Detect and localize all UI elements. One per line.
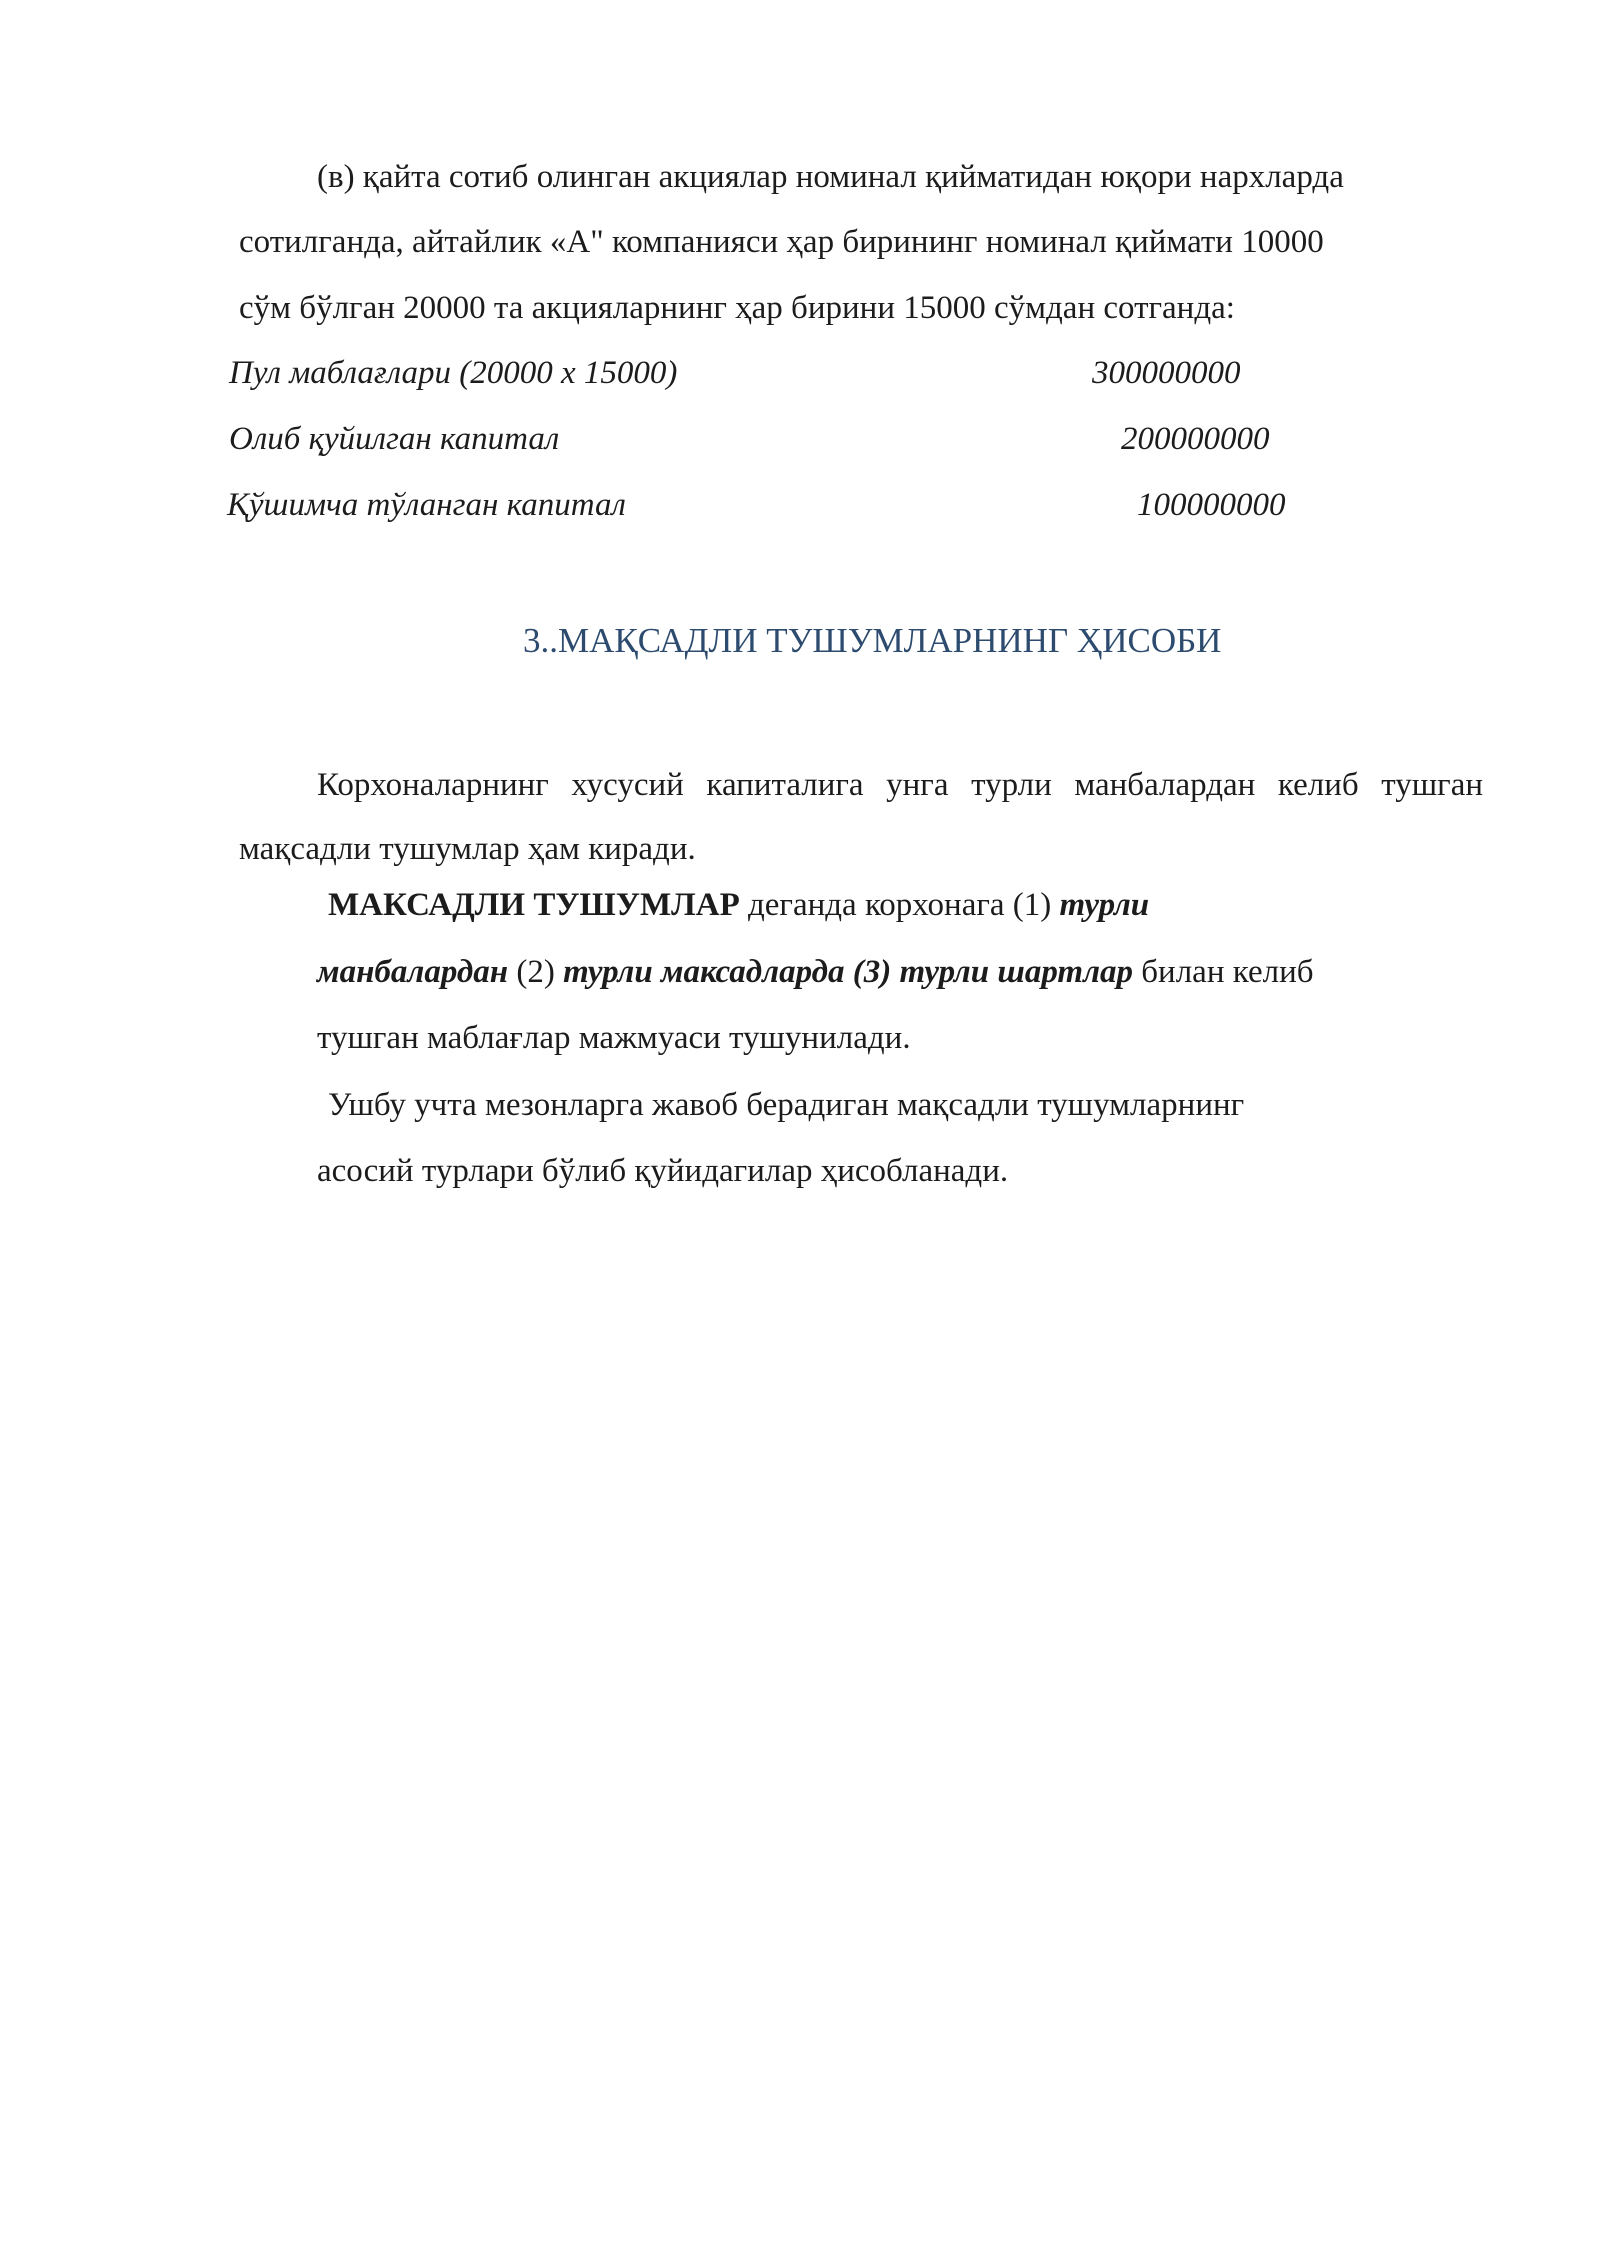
paragraph-4-line-1: Ушбу учта мезонларга жавоб берадиган мақсадли тушумларнинг [328,1087,1245,1123]
definition-text-3: билан келиб [1133,954,1314,990]
entry-amount-additional-capital: 100000000 [1137,487,1286,523]
paragraph-1-line-3: сўм бўлган 20000 та акцияларнинг ҳар бирини 15000 сўмдан сотганда: [239,290,1235,326]
definition-text-2: (2) [508,954,564,990]
definition-emphasis-1: турли [1059,887,1150,923]
definition-term: МАКСАДЛИ ТУШУМЛАР [328,887,740,923]
entry-label-share-capital: Олиб қуйилган капитал [229,421,560,457]
paragraph-3-line-3: тушган маблағлар мажмуаси тушунилади. [317,1020,911,1056]
section-heading: 3..МАҚСАДЛИ ТУШУМЛАРНИНГ ҲИСОБИ [523,621,1222,660]
definition-emphasis-3: турли максадларда (3) турли шартлар [563,954,1134,990]
entry-label-additional-capital: Қўшимча тўланган капитал [227,487,626,523]
entry-amount-share-capital: 200000000 [1121,421,1270,457]
paragraph-2: Корхоналарнинг хусусий капиталига унга турли манбалардан келиб тушган мақсадли тушумлар ҳам киради. [239,767,1483,867]
entry-amount-cash: 300000000 [1092,355,1241,391]
paragraph-4-line-2: асосий турлари бўлиб қуйидагилар ҳисобланади. [317,1153,1009,1189]
paragraph-1-line-2: сотилганда, айтайлик «А" компанияси ҳар бирининг номинал қиймати 10000 [239,224,1324,260]
paragraph-3-line-1 [328,885,1149,925]
definition-text-1: деганда корхонага (1) [739,887,1060,923]
paragraph-3-line-2 [317,952,1314,992]
entry-label-cash: Пул маблағлари (20000 х 15000) [229,355,678,391]
paragraph-1-line-1: (в) қайта сотиб олинган акциялар номинал қийматидан юқори нархларда [317,159,1344,195]
definition-emphasis-2: манбалардан [317,954,509,990]
